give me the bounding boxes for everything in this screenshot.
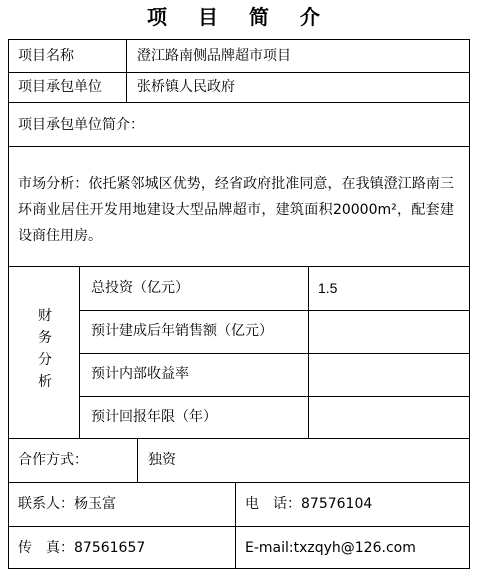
column-divider [235, 482, 236, 569]
row-divider [79, 310, 470, 311]
market-analysis-text: 市场分析：依托紧邻城区优势，经省政府批准同意，在我镇澄江路南三环商业居住开发用地建设大型品牌超市，建筑面积20000m²，配套建设商住用房。 [18, 176, 454, 244]
row-divider [8, 102, 470, 103]
finance-row-label: 预计回报年限（年） [91, 409, 217, 425]
cooperation-label: 合作方式： [18, 452, 88, 468]
finance-row-label: 总投资（亿元） [91, 280, 189, 296]
contact-fax: 传 真：87561657 [18, 540, 146, 556]
row-divider [8, 526, 470, 527]
contact-person: 联系人：杨玉富 [18, 496, 116, 512]
column-divider [79, 266, 80, 439]
contractor-label: 项目承包单位 [18, 79, 102, 95]
finance-section-label: 财务分析 [38, 308, 52, 390]
project-name-value: 澄江路南侧品牌超市项目 [137, 48, 291, 64]
row-divider [79, 396, 470, 397]
row-divider [8, 438, 470, 439]
contractor-intro-label: 项目承包单位简介： [18, 117, 144, 133]
row-divider [79, 353, 470, 354]
column-divider [137, 438, 138, 483]
row-divider [8, 266, 470, 267]
column-divider [126, 39, 127, 103]
row-divider [8, 146, 470, 147]
page-title: 项 目 简 介 [147, 5, 332, 29]
project-name-label: 项目名称 [18, 48, 74, 64]
contact-phone: 电 话：87576104 [245, 496, 373, 512]
finance-row-label: 预计内部收益率 [91, 366, 189, 382]
contractor-value: 张桥镇人民政府 [137, 79, 235, 95]
row-divider [8, 482, 470, 483]
cooperation-value: 独资 [148, 452, 176, 468]
column-divider [308, 266, 309, 439]
finance-row-label: 预计建成后年销售额（亿元） [91, 323, 273, 339]
row-divider [8, 72, 470, 73]
finance-row-value: 1.5 [318, 280, 338, 296]
contact-email: E-mail:txzqyh@126.com [245, 540, 416, 556]
